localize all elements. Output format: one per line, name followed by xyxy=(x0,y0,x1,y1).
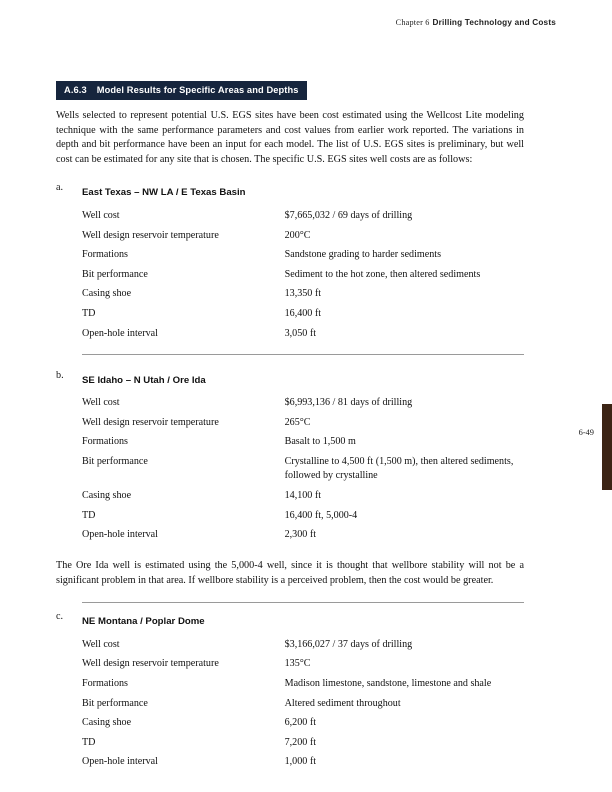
running-head-chapter-label: Chapter 6 xyxy=(395,18,430,27)
spec-item-a-title: East Texas – NW LA / E Texas Basin xyxy=(82,187,246,199)
spec-value: 135°C xyxy=(284,658,311,670)
spec-value: Sediment to the hot zone, then altered sediments xyxy=(284,268,481,280)
spec-label: TD xyxy=(82,307,96,319)
spec-label: Well design reservoir temperature xyxy=(82,416,219,428)
spec-item-b-head xyxy=(56,370,524,388)
table-row xyxy=(82,285,524,305)
table-row xyxy=(82,452,524,486)
page-number: 6-49 xyxy=(578,428,594,437)
spec-value: 200°C xyxy=(284,229,311,241)
running-head-chapter-title: Drilling Technology and Costs xyxy=(432,18,556,27)
spec-table-a xyxy=(82,206,524,343)
spec-label: Formations xyxy=(82,249,128,261)
table-row xyxy=(82,733,524,753)
table-row xyxy=(82,394,524,414)
spec-label: Casing shoe xyxy=(82,489,132,501)
spec-value: 6,200 ft xyxy=(284,717,316,729)
table-row xyxy=(82,655,524,675)
divider xyxy=(82,354,524,355)
intro-paragraph: Wells selected to represent potential U.S. EGS sites have been cost estimated using the Wellcost Lite modeling technique with the same performance parameters and cost values from earlier work reported. The variations in depth and bit performance have been an input for each model. The list of U.S. EGS sites is preliminary, but well cost can be estimated for any site that is chosen. The specific U.S. EGS sites well costs are as follows: xyxy=(56,110,524,165)
spec-value: 3,050 ft xyxy=(284,327,316,339)
spec-item-c xyxy=(56,611,524,772)
spec-item-b xyxy=(56,370,524,546)
table-row xyxy=(82,433,524,453)
spec-label: Well design reservoir temperature xyxy=(82,658,219,670)
spec-value: $3,166,027 / 37 days of drilling xyxy=(284,638,413,650)
spec-label: Well cost xyxy=(82,397,120,409)
spec-item-b-title: SE Idaho – N Utah / Ore Ida xyxy=(82,374,206,386)
spec-table-c xyxy=(82,635,524,772)
spec-item-b-letter: b. xyxy=(56,369,64,381)
table-row xyxy=(82,635,524,655)
spec-value: Sandstone grading to harder sediments xyxy=(284,249,442,261)
spec-value: Madison limestone, sandstone, limestone and shale xyxy=(284,678,492,690)
spec-label: TD xyxy=(82,736,96,748)
spec-value: Crystalline to 4,500 ft (1,500 m), then altered sediments, followed by crystalline xyxy=(284,455,514,482)
spec-label: TD xyxy=(82,509,96,521)
table-row xyxy=(82,206,524,226)
table-row xyxy=(82,413,524,433)
spec-value: $7,665,032 / 69 days of drilling xyxy=(284,209,413,221)
spec-item-a-letter: a. xyxy=(56,182,64,194)
table-row xyxy=(82,226,524,246)
spec-label: Well cost xyxy=(82,209,120,221)
spec-label: Open-hole interval xyxy=(82,529,158,541)
table-row xyxy=(82,674,524,694)
spec-value: 13,350 ft xyxy=(284,288,322,300)
running-head xyxy=(396,18,556,27)
section-title: Model Results for Specific Areas and Depths xyxy=(96,85,299,95)
table-row xyxy=(82,694,524,714)
spec-value: 1,000 ft xyxy=(284,756,316,768)
spec-label: Casing shoe xyxy=(82,288,132,300)
spec-value: 16,400 ft, 5,000-4 xyxy=(284,509,358,521)
spec-value: 14,100 ft xyxy=(284,489,322,501)
spec-label: Open-hole interval xyxy=(82,327,158,339)
spec-value: 2,300 ft xyxy=(284,529,316,541)
spec-label: Bit performance xyxy=(82,697,148,709)
section-number: A.6.3 xyxy=(64,85,87,95)
spec-table-b xyxy=(82,394,524,546)
table-row xyxy=(82,246,524,266)
section-header-bar xyxy=(56,81,307,100)
spec-label: Formations xyxy=(82,436,128,448)
spec-label: Open-hole interval xyxy=(82,756,158,768)
spec-label: Bit performance xyxy=(82,455,148,467)
page-edge-tab xyxy=(602,404,612,490)
spec-item-a xyxy=(56,182,524,354)
spec-label: Well design reservoir temperature xyxy=(82,229,219,241)
spec-value: $6,993,136 / 81 days of drilling xyxy=(284,397,413,409)
table-row xyxy=(82,486,524,506)
spec-label: Formations xyxy=(82,678,128,690)
spec-label: Bit performance xyxy=(82,268,148,280)
note-paragraph: The Ore Ida well is estimated using the 5,000-4 well, since it is thought that wellbore stability will not be a significant problem in that area. If wellbore stability is a perceived problem, then the cost would be greater. xyxy=(56,560,524,586)
table-row xyxy=(82,324,524,344)
table-row xyxy=(82,753,524,773)
spec-value: 7,200 ft xyxy=(284,736,316,748)
spec-item-c-letter: c. xyxy=(56,611,64,623)
spec-label: Casing shoe xyxy=(82,717,132,729)
table-row xyxy=(82,526,524,546)
spec-item-a-head xyxy=(56,182,524,200)
table-row xyxy=(82,265,524,285)
table-row xyxy=(82,506,524,526)
table-row xyxy=(82,304,524,324)
spec-label: Well cost xyxy=(82,638,120,650)
spec-value: 16,400 ft xyxy=(284,307,322,319)
spec-value: Altered sediment throughout xyxy=(284,697,401,709)
spec-value: 265°C xyxy=(284,416,311,428)
spec-value: Basalt to 1,500 m xyxy=(284,436,356,448)
spec-item-c-head xyxy=(56,611,524,629)
divider xyxy=(82,602,524,603)
table-row xyxy=(82,714,524,734)
page-content xyxy=(56,80,524,772)
spec-item-c-title: NE Montana / Poplar Dome xyxy=(82,616,205,628)
